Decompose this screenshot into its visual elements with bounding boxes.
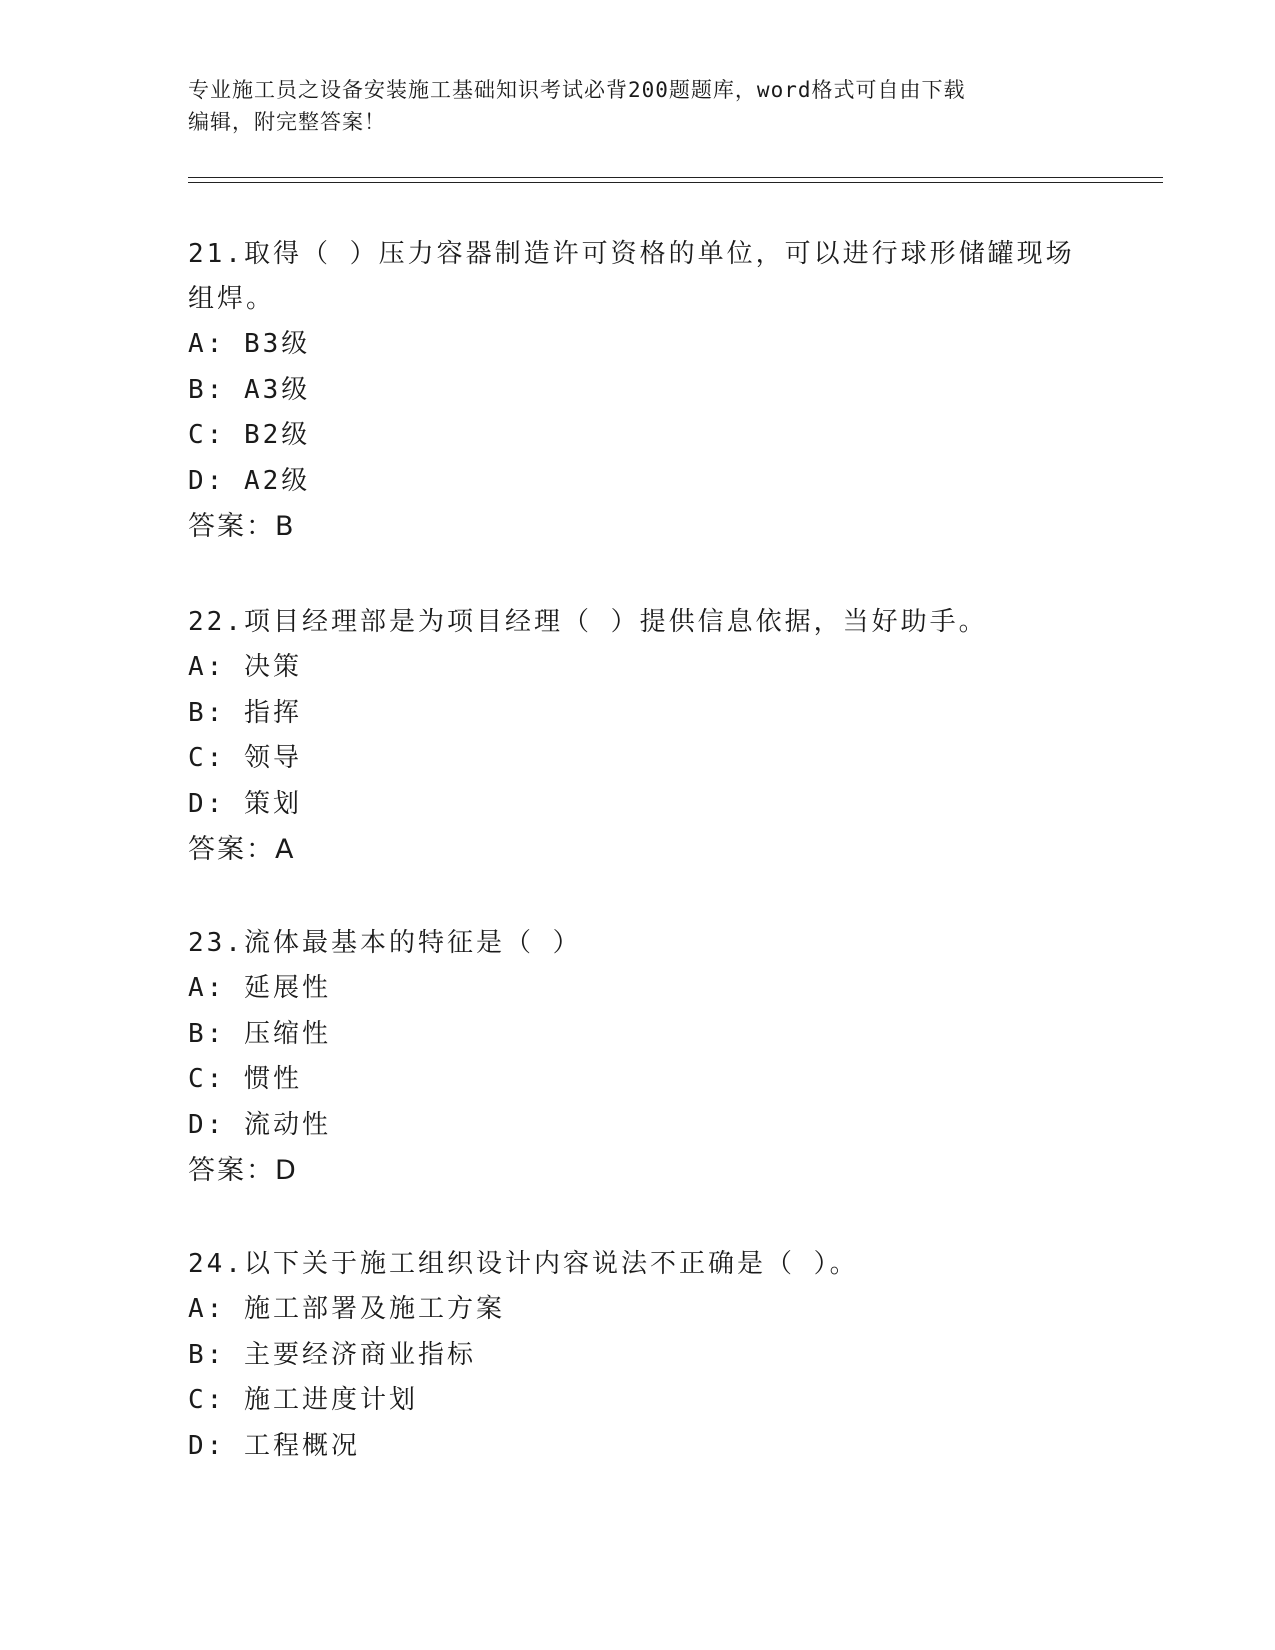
header-divider-bottom [188, 182, 1163, 183]
question-stem [188, 232, 1088, 322]
option-b: B: 主要经济商业指标 [188, 1339, 476, 1370]
option-a: A: B3级 [188, 329, 311, 359]
option-d: D: 工程概况 [188, 1430, 360, 1461]
option-d: D: 策划 [188, 788, 302, 819]
question-stem-line: 组焊。 [188, 284, 276, 314]
answer: 答案：A [188, 834, 296, 865]
header-line-1: 专业施工员之设备安装施工基础知识考试必背200题题库，word格式可自由下载 [188, 78, 966, 102]
question-24 [188, 1242, 1088, 1469]
question-23 [188, 921, 1088, 1194]
option-a: A: 延展性 [188, 973, 331, 1003]
document-header [188, 74, 1088, 138]
option-c: C: 惯性 [188, 1064, 302, 1094]
answer: 答案：D [188, 1155, 298, 1186]
question-stem [188, 1242, 1088, 1287]
answer: 答案：B [188, 511, 296, 542]
question-stem-line: 21.取得（ ）压力容器制造许可资格的单位，可以进行球形储罐现场 [188, 239, 1075, 269]
question-stem-line: 22.项目经理部是为项目经理（ ）提供信息依据，当好助手。 [188, 607, 988, 637]
header-line-2: 编辑，附完整答案！ [188, 110, 386, 134]
question-22 [188, 600, 1088, 873]
option-d: D: 流动性 [188, 1109, 331, 1140]
option-c: C: 领导 [188, 743, 302, 773]
question-stem-line: 23.流体最基本的特征是（ ） [188, 928, 582, 958]
option-a: A: 决策 [188, 652, 302, 682]
option-b: B: 压缩性 [188, 1018, 331, 1049]
question-stem [188, 921, 1088, 966]
option-b: B: 指挥 [188, 697, 302, 728]
option-a: A: 施工部署及施工方案 [188, 1294, 505, 1324]
header-divider-top [188, 177, 1163, 178]
question-stem [188, 600, 1088, 645]
option-b: B: A3级 [188, 374, 311, 405]
option-d: D: A2级 [188, 465, 311, 496]
question-stem-line: 24.以下关于施工组织设计内容说法不正确是（ ）。 [188, 1249, 859, 1279]
question-21 [188, 232, 1088, 550]
option-c: C: 施工进度计划 [188, 1385, 418, 1415]
option-c: C: B2级 [188, 420, 311, 450]
